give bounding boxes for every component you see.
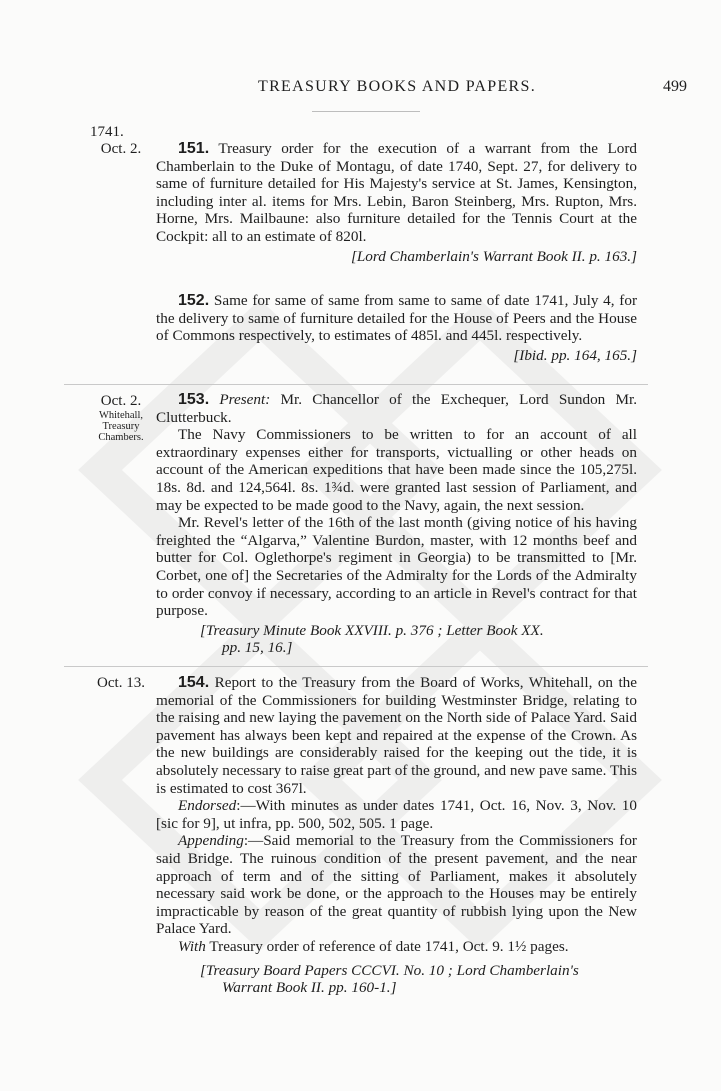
- present-label: Present:: [219, 391, 271, 408]
- entry-number: 151.: [178, 140, 210, 157]
- endorsed-label: Endorsed: [178, 797, 237, 815]
- entry-reference: [Ibid. pp. 164, 165.]: [513, 346, 637, 364]
- entry-reference: [200, 622, 637, 657]
- entry-text: Treasury order for the execution of a warrant from the Lord Chamberlain to the Duke of Montagu, of date 1740, Sept. 27, for delivery to same of furniture detailed for His Majesty's service at St. James, Kensington, including inter al. items for Mrs. Lebin, Baron Steinberg, Mrs. Rupton, Mrs. Horne, Mrs. Mailbaune: also furniture detailed for the Tennis Court at the Cockpit: all to an estimate of 820l.: [156, 140, 637, 245]
- with-label: With: [178, 937, 206, 955]
- margin-place: Chambers.: [98, 432, 144, 443]
- running-header: [258, 78, 687, 102]
- reference-line: Warrant Book II. pp. 160-1.]: [222, 979, 397, 997]
- margin-date-block: [90, 393, 152, 443]
- with-text: Treasury order of reference of date 1741, Oct. 9. 1½ pages.: [209, 937, 569, 955]
- entry-text: Same for same of same from same to same of date 1741, July 4, for the delivery to same of furniture detailed for the House of Peers and the House of Commons respectively, to estimates of 485l. and 445l. respectively.: [156, 292, 638, 345]
- margin-year: 1741.: [90, 124, 124, 140]
- entry-151: [156, 140, 637, 265]
- entry-152: [156, 292, 637, 364]
- margin-place: Treasury: [102, 421, 140, 432]
- entry-paragraph: Mr. Revel's letter of the 16th of the last month (giving notice of his having freighted the “Algarva,” Valentine Burdon, master, with 12 months beef and butter for Col. Oglethorpe's regiment in Georgia) to be transmitted to [Mr. Corbet, one of] the Secretaries of the Admiralty for the Lords of the Admiralty to order convoy if necessary, according to an article in Revel's contract for that purpose.: [156, 514, 637, 620]
- margin-date: Oct. 2.: [100, 141, 142, 157]
- reference-line: [Treasury Minute Book XXVIII. p. 376 ; Letter Book XX.: [200, 621, 544, 639]
- margin-date: Oct. 13.: [97, 675, 145, 691]
- running-title: TREASURY BOOKS AND PAPERS.: [258, 78, 537, 95]
- header-rule: [312, 111, 420, 112]
- entry-153: [156, 391, 637, 657]
- section-divider: [64, 384, 648, 385]
- appending-text: :—Said memorial to the Treasury from the Commissioners for said Bridge. The ruinous condition of the present pavement, and the near approach of term and of the sitting of Parliament, makes it absolutely necessary said work be done, or the approach to the Houses may be entirely impracticable by reason of the great quantity of rubbish lying upon the New Palace Yard.: [156, 832, 637, 938]
- margin-date: Oct. 2.: [100, 393, 142, 409]
- present-text: Mr. Chancellor of the Exchequer, Lord Sundon Mr. Clutterbuck.: [156, 391, 638, 426]
- entry-number: 154.: [178, 674, 210, 691]
- entry-reference: [200, 962, 637, 997]
- entry-paragraph: The Navy Commissioners to be written to for an account of all extraordinary expenses either for transports, victualling or other heads on account of the American expeditions that have been made since the 105,275l. 18s. 8d. and 124,564l. 8s. 1¾d. were granted last session of Parliament, and may be expected to be made good to the Navy, again, the next session.: [156, 426, 637, 514]
- entry-number: 152.: [178, 292, 210, 309]
- entry-154: [156, 674, 637, 997]
- endorsed-text: :—With minutes as under dates 1741, Oct. 16, Nov. 3, Nov. 10 [sic for 9], ut infra, pp. 500, 502, 505. 1 page.: [156, 797, 637, 832]
- entry-text: Report to the Treasury from the Board of Works, Whitehall, on the memorial of the Commissioners for building Westminster Bridge, relating to the raising and new laying the pavement on the North side of Palace Yard. Said pavement has always been kept and repaired at the expense of the Crown. As the new buildings are considerably raised for the keeping out the tide, it is absolutely necessary to raise great part of the ground, and new pave same. This is estimated to cost 367l.: [156, 674, 637, 797]
- margin-place: Whitehall,: [98, 410, 144, 421]
- section-divider: [64, 666, 648, 667]
- appending-label: Appending: [178, 832, 244, 850]
- entry-number: 153.: [178, 391, 210, 408]
- page-number: 499: [663, 78, 687, 95]
- reference-line: [Treasury Board Papers CCCVI. No. 10 ; Lord Chamberlain's: [200, 961, 579, 979]
- reference-line: pp. 15, 16.]: [222, 639, 293, 657]
- entry-reference: [Lord Chamberlain's Warrant Book II. p. 163.]: [350, 247, 637, 265]
